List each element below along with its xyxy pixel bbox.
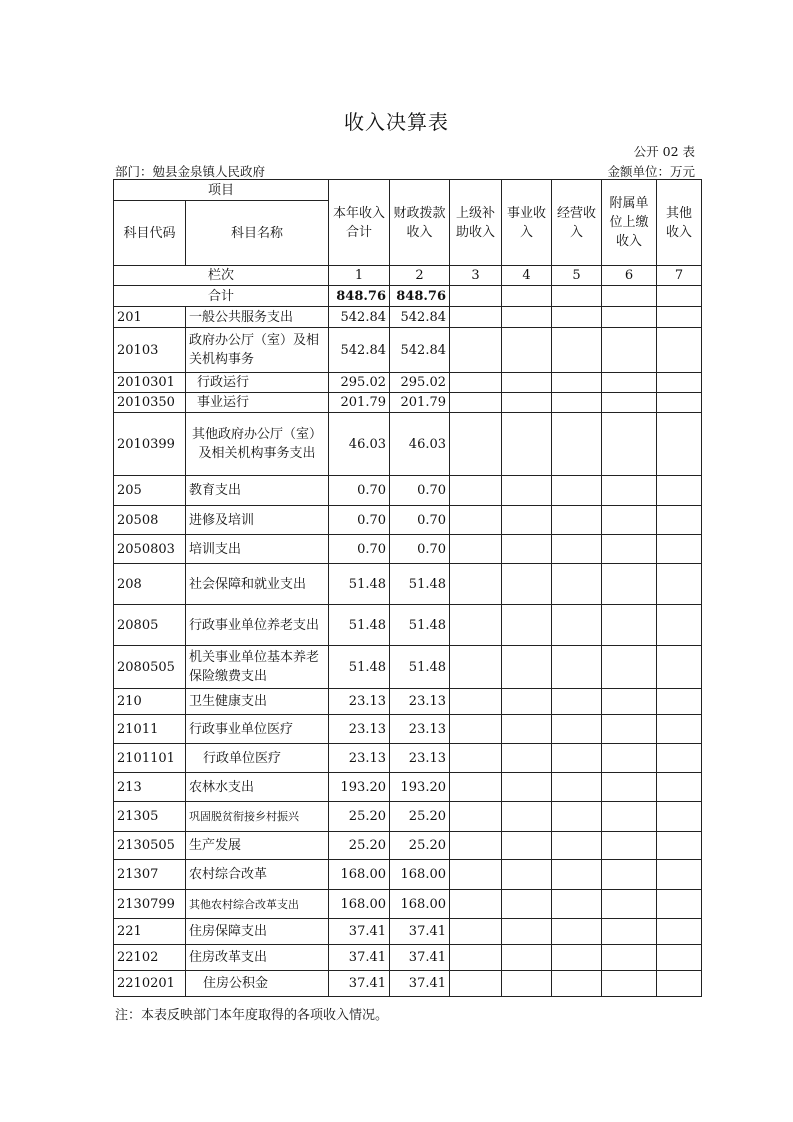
empty-cell bbox=[602, 832, 657, 860]
header-name: 科目名称 bbox=[186, 201, 329, 266]
empty-cell bbox=[657, 945, 702, 971]
header-col-4: 事业收入 bbox=[502, 180, 552, 266]
empty-cell bbox=[602, 945, 657, 971]
empty-cell bbox=[657, 802, 702, 832]
empty-cell bbox=[502, 919, 552, 945]
empty-cell bbox=[450, 689, 502, 715]
empty-cell bbox=[657, 605, 702, 646]
row-name: 其他政府办公厅（室）及相关机构事务支出 bbox=[186, 413, 329, 476]
row-total-revenue: 51.48 bbox=[329, 564, 390, 605]
header-col-2: 财政拨款收入 bbox=[390, 180, 450, 266]
row-code: 2050803 bbox=[114, 535, 186, 564]
empty-cell bbox=[657, 919, 702, 945]
empty-cell bbox=[502, 744, 552, 773]
empty-cell bbox=[502, 773, 552, 802]
empty-cell bbox=[450, 506, 502, 535]
empty-cell bbox=[657, 773, 702, 802]
empty-cell bbox=[657, 890, 702, 919]
empty-cell bbox=[502, 971, 552, 997]
row-code: 201 bbox=[114, 307, 186, 328]
row-total-revenue: 46.03 bbox=[329, 413, 390, 476]
seq-5: 5 bbox=[552, 266, 602, 286]
row-fiscal-appropriation: 0.70 bbox=[390, 535, 450, 564]
table-row bbox=[114, 605, 702, 646]
empty-cell bbox=[450, 564, 502, 605]
empty-cell bbox=[657, 689, 702, 715]
row-code: 20103 bbox=[114, 328, 186, 373]
row-code: 221 bbox=[114, 919, 186, 945]
seq-2: 2 bbox=[390, 266, 450, 286]
row-name: 生产发展 bbox=[186, 832, 329, 860]
empty-cell bbox=[657, 506, 702, 535]
row-code: 210 bbox=[114, 689, 186, 715]
table-row bbox=[114, 860, 702, 890]
total-value-2: 848.76 bbox=[390, 286, 450, 307]
empty-cell bbox=[657, 373, 702, 393]
empty-cell bbox=[602, 646, 657, 689]
row-name: 事业运行 bbox=[186, 393, 329, 413]
row-name: 一般公共服务支出 bbox=[186, 307, 329, 328]
row-total-revenue: 168.00 bbox=[329, 860, 390, 890]
empty-cell bbox=[602, 773, 657, 802]
row-code: 2010399 bbox=[114, 413, 186, 476]
row-fiscal-appropriation: 25.20 bbox=[390, 832, 450, 860]
seq-7: 7 bbox=[657, 266, 702, 286]
header-row-1 bbox=[114, 180, 702, 201]
row-name: 政府办公厅（室）及相关机构事务 bbox=[186, 328, 329, 373]
row-name: 住房保障支出 bbox=[186, 919, 329, 945]
empty-cell bbox=[502, 802, 552, 832]
row-total-revenue: 25.20 bbox=[329, 832, 390, 860]
row-name: 卫生健康支出 bbox=[186, 689, 329, 715]
empty-cell bbox=[657, 832, 702, 860]
row-code: 2130799 bbox=[114, 890, 186, 919]
row-code: 2130505 bbox=[114, 832, 186, 860]
empty-cell bbox=[552, 476, 602, 506]
page-title: 收入决算表 bbox=[344, 110, 449, 134]
empty-cell bbox=[552, 413, 602, 476]
empty-cell bbox=[552, 605, 602, 646]
total-label: 合计 bbox=[114, 286, 329, 307]
seq-label: 栏次 bbox=[114, 266, 329, 286]
empty-cell bbox=[502, 605, 552, 646]
empty-cell bbox=[602, 564, 657, 605]
empty-cell bbox=[450, 715, 502, 744]
empty-cell bbox=[552, 715, 602, 744]
empty-cell bbox=[602, 393, 657, 413]
empty-cell bbox=[602, 802, 657, 832]
row-code: 21305 bbox=[114, 802, 186, 832]
empty-cell bbox=[450, 535, 502, 564]
empty-cell bbox=[657, 744, 702, 773]
row-code: 205 bbox=[114, 476, 186, 506]
row-fiscal-appropriation: 23.13 bbox=[390, 744, 450, 773]
row-fiscal-appropriation: 0.70 bbox=[390, 506, 450, 535]
empty-cell bbox=[657, 476, 702, 506]
empty-cell bbox=[450, 860, 502, 890]
table-row bbox=[114, 328, 702, 373]
empty-cell bbox=[657, 328, 702, 373]
row-name: 社会保障和就业支出 bbox=[186, 564, 329, 605]
row-fiscal-appropriation: 201.79 bbox=[390, 393, 450, 413]
row-fiscal-appropriation: 37.41 bbox=[390, 919, 450, 945]
empty-cell bbox=[450, 744, 502, 773]
row-code: 22102 bbox=[114, 945, 186, 971]
table-row bbox=[114, 393, 702, 413]
empty-cell bbox=[602, 890, 657, 919]
row-total-revenue: 37.41 bbox=[329, 919, 390, 945]
empty-cell bbox=[552, 971, 602, 997]
empty-cell bbox=[502, 328, 552, 373]
empty-cell bbox=[552, 564, 602, 605]
seq-3: 3 bbox=[450, 266, 502, 286]
empty-cell bbox=[552, 890, 602, 919]
table-row bbox=[114, 945, 702, 971]
footnote: 注：本表反映部门本年度取得的各项收入情况。 bbox=[115, 1008, 389, 1023]
table-row bbox=[114, 744, 702, 773]
empty-cell bbox=[450, 802, 502, 832]
table-row bbox=[114, 890, 702, 919]
row-fiscal-appropriation: 23.13 bbox=[390, 715, 450, 744]
row-code: 20805 bbox=[114, 605, 186, 646]
table-row bbox=[114, 802, 702, 832]
row-code: 213 bbox=[114, 773, 186, 802]
amount-unit-label: 金额单位：万元 bbox=[607, 164, 695, 179]
row-name: 住房改革支出 bbox=[186, 945, 329, 971]
row-code: 21307 bbox=[114, 860, 186, 890]
empty-cell bbox=[450, 646, 502, 689]
empty-cell bbox=[450, 328, 502, 373]
empty-cell bbox=[657, 971, 702, 997]
row-fiscal-appropriation: 542.84 bbox=[390, 328, 450, 373]
empty-cell bbox=[552, 860, 602, 890]
empty-cell bbox=[502, 393, 552, 413]
header-col-7: 其他收入 bbox=[657, 180, 702, 266]
department-label: 部门：勉县金泉镇人民政府 bbox=[115, 164, 266, 179]
form-number: 公开 02 表 bbox=[633, 144, 695, 159]
empty-cell bbox=[552, 328, 602, 373]
table-row bbox=[114, 971, 702, 997]
empty-cell bbox=[602, 328, 657, 373]
empty-cell bbox=[657, 413, 702, 476]
seq-1: 1 bbox=[329, 266, 390, 286]
row-name: 行政单位医疗 bbox=[186, 744, 329, 773]
row-fiscal-appropriation: 46.03 bbox=[390, 413, 450, 476]
row-name: 培训支出 bbox=[186, 535, 329, 564]
empty-cell bbox=[657, 860, 702, 890]
empty-cell bbox=[450, 890, 502, 919]
empty-cell bbox=[552, 646, 602, 689]
empty-cell bbox=[450, 971, 502, 997]
empty-cell bbox=[450, 945, 502, 971]
row-fiscal-appropriation: 23.13 bbox=[390, 689, 450, 715]
empty-cell bbox=[602, 535, 657, 564]
row-fiscal-appropriation: 51.48 bbox=[390, 646, 450, 689]
row-fiscal-appropriation: 51.48 bbox=[390, 564, 450, 605]
row-total-revenue: 25.20 bbox=[329, 802, 390, 832]
table-row bbox=[114, 506, 702, 535]
row-code: 2210201 bbox=[114, 971, 186, 997]
empty-cell bbox=[602, 919, 657, 945]
empty-cell bbox=[450, 307, 502, 328]
seq-row bbox=[114, 266, 702, 286]
row-code: 21011 bbox=[114, 715, 186, 744]
empty-cell bbox=[552, 773, 602, 802]
empty-cell bbox=[602, 413, 657, 476]
empty-cell bbox=[602, 715, 657, 744]
row-total-revenue: 37.41 bbox=[329, 971, 390, 997]
row-total-revenue: 23.13 bbox=[329, 715, 390, 744]
empty-cell bbox=[657, 535, 702, 564]
row-name: 行政事业单位养老支出 bbox=[186, 605, 329, 646]
row-code: 2010301 bbox=[114, 373, 186, 393]
table-row bbox=[114, 413, 702, 476]
row-name: 行政运行 bbox=[186, 373, 329, 393]
row-fiscal-appropriation: 0.70 bbox=[390, 476, 450, 506]
table-row bbox=[114, 773, 702, 802]
row-total-revenue: 37.41 bbox=[329, 945, 390, 971]
table-row bbox=[114, 646, 702, 689]
header-item: 项目 bbox=[114, 180, 329, 201]
empty-cell bbox=[450, 373, 502, 393]
row-total-revenue: 168.00 bbox=[329, 890, 390, 919]
row-total-revenue: 51.48 bbox=[329, 605, 390, 646]
empty-cell bbox=[502, 832, 552, 860]
row-total-revenue: 23.13 bbox=[329, 689, 390, 715]
empty-cell bbox=[552, 535, 602, 564]
table-row bbox=[114, 689, 702, 715]
row-code: 208 bbox=[114, 564, 186, 605]
row-fiscal-appropriation: 25.20 bbox=[390, 802, 450, 832]
empty-cell bbox=[502, 890, 552, 919]
empty-cell bbox=[450, 919, 502, 945]
row-total-revenue: 0.70 bbox=[329, 476, 390, 506]
row-name: 机关事业单位基本养老保险缴费支出 bbox=[186, 646, 329, 689]
empty-cell bbox=[552, 832, 602, 860]
empty-cell bbox=[552, 802, 602, 832]
table-row bbox=[114, 564, 702, 605]
row-fiscal-appropriation: 37.41 bbox=[390, 971, 450, 997]
empty-cell bbox=[552, 506, 602, 535]
empty-cell bbox=[502, 506, 552, 535]
header-col-1: 本年收入合计 bbox=[329, 180, 390, 266]
header-col-6: 附属单位上缴收入 bbox=[602, 180, 657, 266]
table-row bbox=[114, 919, 702, 945]
empty-cell bbox=[552, 945, 602, 971]
row-total-revenue: 0.70 bbox=[329, 506, 390, 535]
seq-6: 6 bbox=[602, 266, 657, 286]
table-row bbox=[114, 307, 702, 328]
empty-cell bbox=[502, 476, 552, 506]
header-col-5: 经营收入 bbox=[552, 180, 602, 266]
empty-cell bbox=[502, 373, 552, 393]
empty-cell bbox=[552, 373, 602, 393]
table-row bbox=[114, 535, 702, 564]
header-col-3: 上级补助收入 bbox=[450, 180, 502, 266]
empty-cell bbox=[602, 744, 657, 773]
row-code: 2101101 bbox=[114, 744, 186, 773]
row-fiscal-appropriation: 51.48 bbox=[390, 605, 450, 646]
total-value-1: 848.76 bbox=[329, 286, 390, 307]
row-total-revenue: 0.70 bbox=[329, 535, 390, 564]
row-total-revenue: 23.13 bbox=[329, 744, 390, 773]
empty-cell bbox=[552, 307, 602, 328]
row-fiscal-appropriation: 37.41 bbox=[390, 945, 450, 971]
empty-cell bbox=[450, 413, 502, 476]
seq-4: 4 bbox=[502, 266, 552, 286]
empty-cell bbox=[502, 413, 552, 476]
row-name: 进修及培训 bbox=[186, 506, 329, 535]
empty-cell bbox=[552, 689, 602, 715]
row-name: 教育支出 bbox=[186, 476, 329, 506]
empty-cell bbox=[502, 307, 552, 328]
empty-cell bbox=[657, 646, 702, 689]
row-total-revenue: 51.48 bbox=[329, 646, 390, 689]
row-code: 2080505 bbox=[114, 646, 186, 689]
empty-cell bbox=[552, 919, 602, 945]
row-fiscal-appropriation: 168.00 bbox=[390, 860, 450, 890]
empty-cell bbox=[502, 945, 552, 971]
empty-cell bbox=[657, 564, 702, 605]
row-name: 农林水支出 bbox=[186, 773, 329, 802]
row-fiscal-appropriation: 168.00 bbox=[390, 890, 450, 919]
row-name: 农村综合改革 bbox=[186, 860, 329, 890]
row-name: 住房公积金 bbox=[186, 971, 329, 997]
header-code: 科目代码 bbox=[114, 201, 186, 266]
row-total-revenue: 542.84 bbox=[329, 307, 390, 328]
empty-cell bbox=[450, 393, 502, 413]
empty-cell bbox=[602, 373, 657, 393]
empty-cell bbox=[502, 715, 552, 744]
empty-cell bbox=[602, 307, 657, 328]
total-row bbox=[114, 286, 702, 307]
row-code: 20508 bbox=[114, 506, 186, 535]
empty-cell bbox=[657, 393, 702, 413]
empty-cell bbox=[450, 476, 502, 506]
table-row bbox=[114, 832, 702, 860]
row-total-revenue: 542.84 bbox=[329, 328, 390, 373]
revenue-table bbox=[113, 179, 702, 997]
empty-cell bbox=[502, 646, 552, 689]
table-row bbox=[114, 715, 702, 744]
empty-cell bbox=[552, 393, 602, 413]
row-code: 2010350 bbox=[114, 393, 186, 413]
empty-cell bbox=[450, 832, 502, 860]
empty-cell bbox=[657, 715, 702, 744]
empty-cell bbox=[602, 605, 657, 646]
empty-cell bbox=[602, 689, 657, 715]
table-row bbox=[114, 476, 702, 506]
row-total-revenue: 193.20 bbox=[329, 773, 390, 802]
empty-cell bbox=[450, 773, 502, 802]
empty-cell bbox=[450, 605, 502, 646]
empty-cell bbox=[502, 860, 552, 890]
empty-cell bbox=[602, 860, 657, 890]
row-fiscal-appropriation: 542.84 bbox=[390, 307, 450, 328]
row-fiscal-appropriation: 193.20 bbox=[390, 773, 450, 802]
empty-cell bbox=[657, 307, 702, 328]
row-name: 其他农村综合改革支出 bbox=[186, 890, 329, 919]
empty-cell bbox=[602, 506, 657, 535]
row-total-revenue: 201.79 bbox=[329, 393, 390, 413]
row-name: 巩固脱贫衔接乡村振兴 bbox=[186, 802, 329, 832]
empty-cell bbox=[602, 971, 657, 997]
table-row bbox=[114, 373, 702, 393]
row-total-revenue: 295.02 bbox=[329, 373, 390, 393]
empty-cell bbox=[552, 744, 602, 773]
empty-cell bbox=[502, 564, 552, 605]
empty-cell bbox=[502, 535, 552, 564]
row-fiscal-appropriation: 295.02 bbox=[390, 373, 450, 393]
empty-cell bbox=[502, 689, 552, 715]
row-name: 行政事业单位医疗 bbox=[186, 715, 329, 744]
empty-cell bbox=[602, 476, 657, 506]
